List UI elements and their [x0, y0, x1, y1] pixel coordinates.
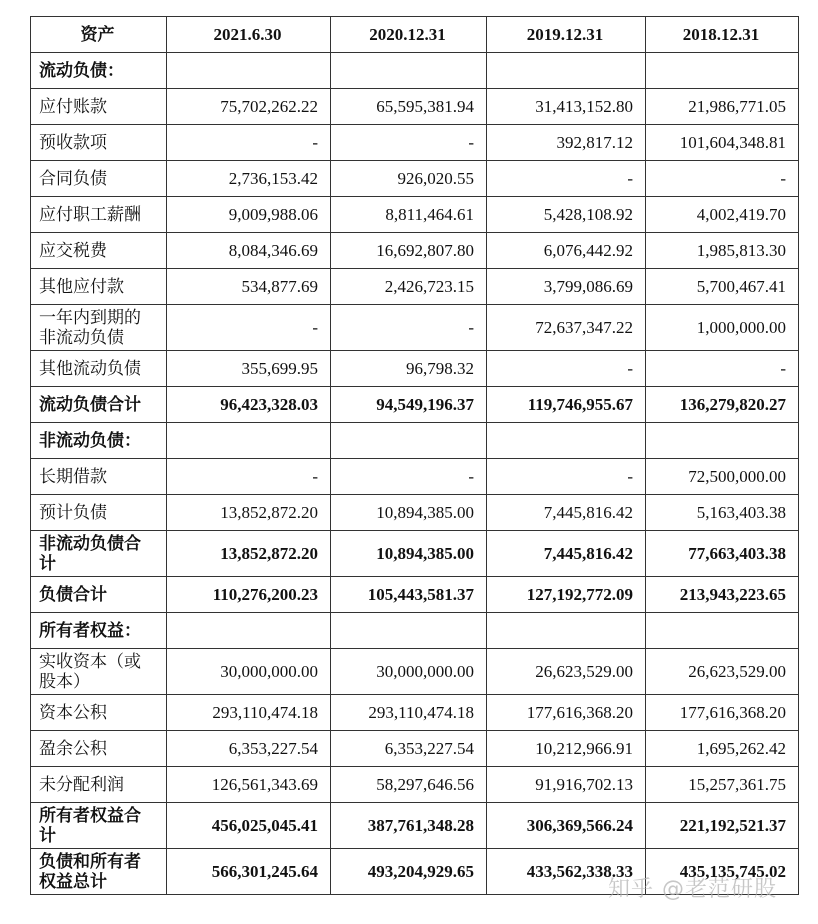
value-cell: 4,002,419.70 [646, 197, 799, 233]
value-cell: 392,817.12 [487, 125, 646, 161]
value-cell: 110,276,200.23 [167, 577, 331, 613]
row-label: 负债和所有者权益总计 [31, 849, 167, 895]
table-row [31, 803, 799, 849]
value-cell: 177,616,368.20 [487, 695, 646, 731]
value-cell: 26,623,529.00 [487, 649, 646, 695]
value-cell: 456,025,045.41 [167, 803, 331, 849]
value-cell [331, 53, 487, 89]
value-cell: 15,257,361.75 [646, 767, 799, 803]
row-label: 资本公积 [31, 695, 167, 731]
value-cell: 7,445,816.42 [487, 495, 646, 531]
value-cell [331, 423, 487, 459]
row-label: 应交税费 [31, 233, 167, 269]
value-cell: 101,604,348.81 [646, 125, 799, 161]
value-cell: 9,009,988.06 [167, 197, 331, 233]
value-cell: - [331, 459, 487, 495]
value-cell: 5,163,403.38 [646, 495, 799, 531]
value-cell: - [646, 351, 799, 387]
header-period: 2021.6.30 [167, 17, 331, 53]
value-cell: 1,985,813.30 [646, 233, 799, 269]
row-label: 其他流动负债 [31, 351, 167, 387]
value-cell: 127,192,772.09 [487, 577, 646, 613]
value-cell: 306,369,566.24 [487, 803, 646, 849]
value-cell [646, 613, 799, 649]
table-row [31, 161, 799, 197]
value-cell: 31,413,152.80 [487, 89, 646, 125]
table-row [31, 351, 799, 387]
value-cell: - [167, 125, 331, 161]
value-cell: 58,297,646.56 [331, 767, 487, 803]
table-row [31, 731, 799, 767]
value-cell: 926,020.55 [331, 161, 487, 197]
value-cell: 77,663,403.38 [646, 531, 799, 577]
value-cell: - [331, 125, 487, 161]
value-cell: 119,746,955.67 [487, 387, 646, 423]
value-cell: 493,204,929.65 [331, 849, 487, 895]
value-cell: 96,423,328.03 [167, 387, 331, 423]
value-cell: 433,562,338.33 [487, 849, 646, 895]
value-cell: 534,877.69 [167, 269, 331, 305]
row-label: 合同负债 [31, 161, 167, 197]
row-label: 预收款项 [31, 125, 167, 161]
value-cell [646, 423, 799, 459]
value-cell: - [487, 459, 646, 495]
value-cell: 435,135,745.02 [646, 849, 799, 895]
value-cell: 13,852,872.20 [167, 531, 331, 577]
value-cell: 6,076,442.92 [487, 233, 646, 269]
value-cell: 16,692,807.80 [331, 233, 487, 269]
value-cell: 65,595,381.94 [331, 89, 487, 125]
table-row [31, 125, 799, 161]
table-row [31, 233, 799, 269]
value-cell: 72,637,347.22 [487, 305, 646, 351]
value-cell [487, 53, 646, 89]
header-period: 2020.12.31 [331, 17, 487, 53]
header-period: 2018.12.31 [646, 17, 799, 53]
table-row [31, 269, 799, 305]
row-label: 非流动负债： [31, 423, 167, 459]
value-cell: 75,702,262.22 [167, 89, 331, 125]
row-label: 预计负债 [31, 495, 167, 531]
value-cell: - [331, 305, 487, 351]
value-cell: 221,192,521.37 [646, 803, 799, 849]
table-row [31, 459, 799, 495]
table-row [31, 531, 799, 577]
value-cell: 5,428,108.92 [487, 197, 646, 233]
row-label: 应付账款 [31, 89, 167, 125]
table-row [31, 305, 799, 351]
row-label: 盈余公积 [31, 731, 167, 767]
value-cell: 8,084,346.69 [167, 233, 331, 269]
value-cell: 387,761,348.28 [331, 803, 487, 849]
value-cell: - [487, 351, 646, 387]
value-cell: 1,695,262.42 [646, 731, 799, 767]
row-label: 非流动负债合计 [31, 531, 167, 577]
value-cell: 177,616,368.20 [646, 695, 799, 731]
header-label: 资产 [31, 17, 167, 53]
value-cell [646, 53, 799, 89]
value-cell [167, 423, 331, 459]
value-cell: 72,500,000.00 [646, 459, 799, 495]
value-cell: 7,445,816.42 [487, 531, 646, 577]
value-cell: 566,301,245.64 [167, 849, 331, 895]
table-body [31, 53, 799, 895]
table-row [31, 767, 799, 803]
section-header-row [31, 613, 799, 649]
balance-sheet-table [30, 16, 799, 895]
value-cell: 3,799,086.69 [487, 269, 646, 305]
value-cell: - [167, 305, 331, 351]
row-label: 流动负债： [31, 53, 167, 89]
value-cell: 136,279,820.27 [646, 387, 799, 423]
value-cell: 26,623,529.00 [646, 649, 799, 695]
value-cell: 5,700,467.41 [646, 269, 799, 305]
value-cell: 10,212,966.91 [487, 731, 646, 767]
value-cell: 91,916,702.13 [487, 767, 646, 803]
value-cell: 293,110,474.18 [167, 695, 331, 731]
table-row [31, 495, 799, 531]
row-label: 所有者权益合计 [31, 803, 167, 849]
section-header-row [31, 423, 799, 459]
value-cell: 96,798.32 [331, 351, 487, 387]
value-cell [487, 613, 646, 649]
value-cell [167, 613, 331, 649]
value-cell: 2,426,723.15 [331, 269, 487, 305]
value-cell: - [487, 161, 646, 197]
row-label: 所有者权益： [31, 613, 167, 649]
value-cell: 8,811,464.61 [331, 197, 487, 233]
value-cell: 293,110,474.18 [331, 695, 487, 731]
value-cell: - [167, 459, 331, 495]
value-cell: 10,894,385.00 [331, 495, 487, 531]
value-cell: 6,353,227.54 [167, 731, 331, 767]
value-cell: 94,549,196.37 [331, 387, 487, 423]
value-cell: 126,561,343.69 [167, 767, 331, 803]
header-row [31, 17, 799, 53]
value-cell [167, 53, 331, 89]
value-cell: 355,699.95 [167, 351, 331, 387]
value-cell: 1,000,000.00 [646, 305, 799, 351]
row-label: 实收资本（或股本） [31, 649, 167, 695]
value-cell: 30,000,000.00 [167, 649, 331, 695]
value-cell: 105,443,581.37 [331, 577, 487, 613]
table-row [31, 197, 799, 233]
table-row [31, 695, 799, 731]
value-cell: 6,353,227.54 [331, 731, 487, 767]
header-period: 2019.12.31 [487, 17, 646, 53]
value-cell: 21,986,771.05 [646, 89, 799, 125]
value-cell: 10,894,385.00 [331, 531, 487, 577]
watermark: 知乎 @老范研股 [608, 877, 777, 902]
row-label: 未分配利润 [31, 767, 167, 803]
table-row [31, 849, 799, 895]
value-cell: 13,852,872.20 [167, 495, 331, 531]
table-row [31, 577, 799, 613]
table-row [31, 89, 799, 125]
row-label: 负债合计 [31, 577, 167, 613]
row-label: 一年内到期的非流动负债 [31, 305, 167, 351]
row-label: 应付职工薪酬 [31, 197, 167, 233]
value-cell: - [646, 161, 799, 197]
value-cell: 30,000,000.00 [331, 649, 487, 695]
row-label: 流动负债合计 [31, 387, 167, 423]
value-cell: 2,736,153.42 [167, 161, 331, 197]
table-row [31, 649, 799, 695]
value-cell [331, 613, 487, 649]
section-header-row [31, 53, 799, 89]
value-cell: 213,943,223.65 [646, 577, 799, 613]
row-label: 长期借款 [31, 459, 167, 495]
value-cell [487, 423, 646, 459]
table-row [31, 387, 799, 423]
row-label: 其他应付款 [31, 269, 167, 305]
